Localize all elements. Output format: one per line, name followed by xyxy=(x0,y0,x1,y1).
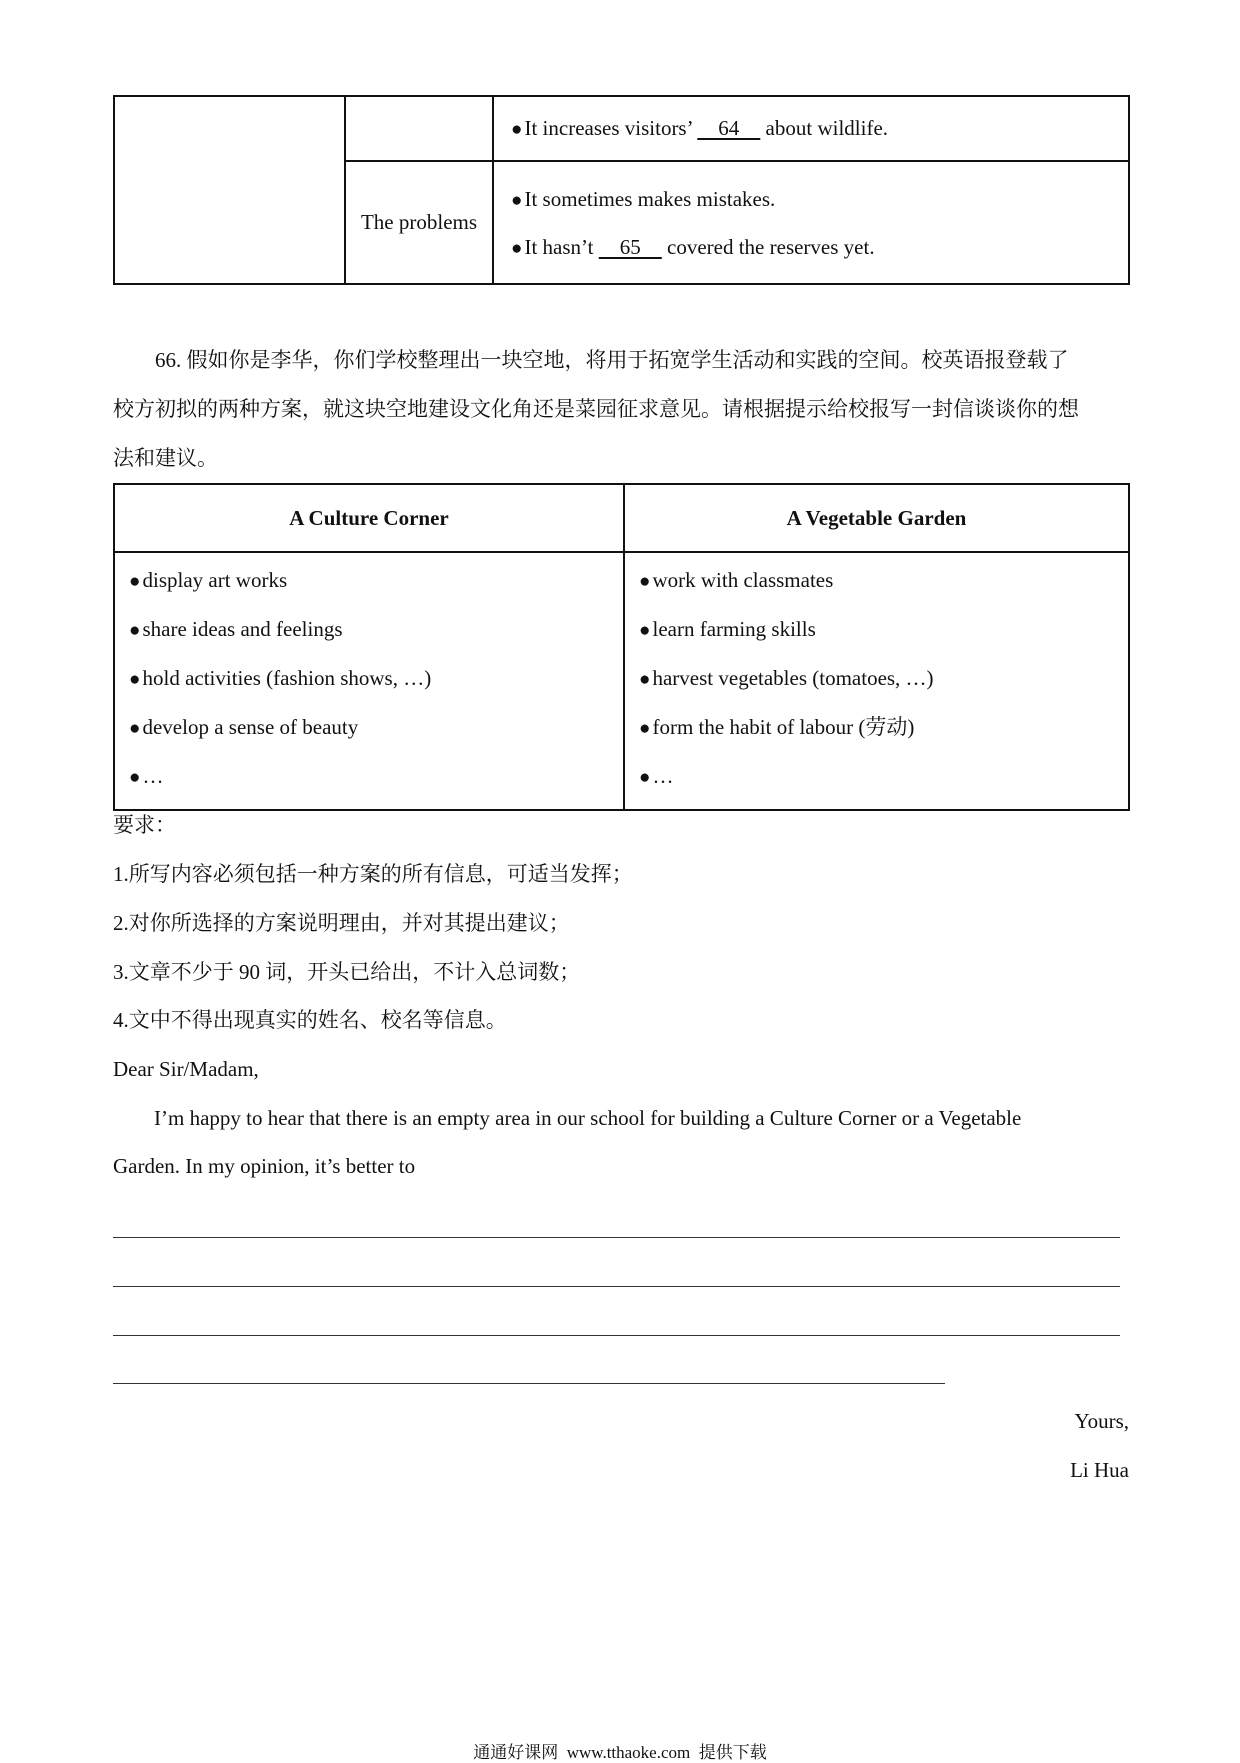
bullet-icon: ● xyxy=(639,669,651,690)
requirement-4: 4.文中不得出现真实的姓名、校名等信息。 xyxy=(113,1008,507,1032)
bullet-icon: ● xyxy=(129,767,141,788)
vegetable-garden-header: A Vegetable Garden xyxy=(624,484,1129,552)
vegetable-garden-item-text: harvest vegetables (tomatoes, …) xyxy=(652,666,934,690)
letter-opening-2: Garden. In my opinion, it’s better to xyxy=(113,1154,416,1178)
bullet-icon: ● xyxy=(639,620,651,641)
vegetable-garden-item xyxy=(625,605,1128,654)
culture-corner-item-text: share ideas and feelings xyxy=(142,617,343,641)
vegetable-garden-item xyxy=(625,752,1128,801)
letter-signature: Li Hua xyxy=(1070,1458,1129,1482)
letter-greeting: Dear Sir/Madam, xyxy=(113,1057,259,1081)
culture-corner-item-text: … xyxy=(142,764,164,788)
letter-closing: Yours, xyxy=(1074,1409,1129,1433)
question-66 xyxy=(113,336,1130,483)
requirement-1: 1.所写内容必须包括一种方案的所有信息，可适当发挥； xyxy=(113,862,633,886)
vegetable-garden-item xyxy=(625,654,1128,703)
bullet-icon: ● xyxy=(639,718,651,739)
culture-corner-item xyxy=(115,703,623,752)
requirement-3: 3.文章不少于 90 词，开头已给出，不计入总词数； xyxy=(113,960,581,984)
bullet-icon: ● xyxy=(511,189,523,211)
culture-corner-item xyxy=(115,654,623,703)
problems-label: The problems xyxy=(345,161,493,284)
culture-corner-item-text: hold activities (fashion shows, …) xyxy=(142,666,432,690)
requirement-2: 2.对你所选择的方案说明理由，并对其提出建议； xyxy=(113,911,570,935)
bullet-icon: ● xyxy=(639,571,651,592)
bullet-icon: ● xyxy=(129,571,141,592)
footer-site-name: 通通好课网 xyxy=(473,1743,559,1762)
culture-corner-item xyxy=(115,556,623,605)
empty-cell xyxy=(114,96,345,284)
empty-label-cell xyxy=(345,96,493,161)
problems-cell xyxy=(493,161,1129,284)
question-text-3: 法和建议。 xyxy=(113,446,218,470)
problem-line-1: It sometimes makes mistakes. xyxy=(524,186,776,211)
bullet-icon: ● xyxy=(639,767,651,788)
requirements-title: 要求： xyxy=(113,813,176,837)
bullet-icon: ● xyxy=(129,669,141,690)
reading-table-fragment xyxy=(113,95,1130,285)
question-text-2: 校方初拟的两种方案，就这块空地建设文化角还是菜园征求意见。请根据提示给校报写一封信谈谈你的想 xyxy=(113,397,1079,421)
culture-corner-item xyxy=(115,752,623,801)
vegetable-garden-item-text: … xyxy=(652,764,674,788)
bullet-icon: ● xyxy=(129,718,141,739)
vegetable-garden-item-text: learn farming skills xyxy=(652,617,816,641)
bullet-icon: ● xyxy=(511,237,523,259)
vegetable-garden-list xyxy=(624,552,1129,810)
culture-corner-item-text: display art works xyxy=(142,568,288,592)
problem-line-2-after: covered the reserves yet. xyxy=(661,234,875,259)
writing-line[interactable] xyxy=(113,1237,1120,1238)
vegetable-garden-item-text: form the habit of labour (劳动) xyxy=(652,715,915,739)
bullet-icon: ● xyxy=(129,620,141,641)
culture-corner-header: A Culture Corner xyxy=(114,484,624,552)
vegetable-garden-item xyxy=(625,703,1128,752)
row1-text-after: about wildlife. xyxy=(760,116,889,140)
vegetable-garden-item-text: work with classmates xyxy=(652,568,834,592)
benefit-cell xyxy=(493,96,1129,161)
writing-line[interactable] xyxy=(113,1335,1120,1336)
footer-url[interactable]: www.tthaoke.com xyxy=(566,1743,691,1762)
culture-corner-item-text: develop a sense of beauty xyxy=(142,715,359,739)
blank-65: 65 xyxy=(598,234,662,259)
footer-suffix: 提供下载 xyxy=(698,1743,767,1762)
options-table xyxy=(113,483,1130,811)
page-footer xyxy=(0,1738,1240,1763)
vegetable-garden-item xyxy=(625,556,1128,605)
writing-line[interactable] xyxy=(113,1286,1120,1287)
writing-line[interactable] xyxy=(113,1383,945,1384)
question-text-1: 假如你是李华，你们学校整理出一块空地，将用于拓宽学生活动和实践的空间。校英语报登载了 xyxy=(186,348,1069,372)
question-number: 66. xyxy=(155,348,182,372)
row1-text-before: It increases visitors’ xyxy=(524,116,698,140)
letter-opening-1: I’m happy to hear that there is an empty area in our school for building a Culture Corner or a Vegetable xyxy=(154,1106,1022,1130)
bullet-icon: ● xyxy=(511,119,523,140)
culture-corner-list xyxy=(114,552,624,810)
culture-corner-item xyxy=(115,605,623,654)
blank-64: 64 xyxy=(697,116,761,140)
problem-line-2-before: It hasn’t xyxy=(524,234,599,259)
